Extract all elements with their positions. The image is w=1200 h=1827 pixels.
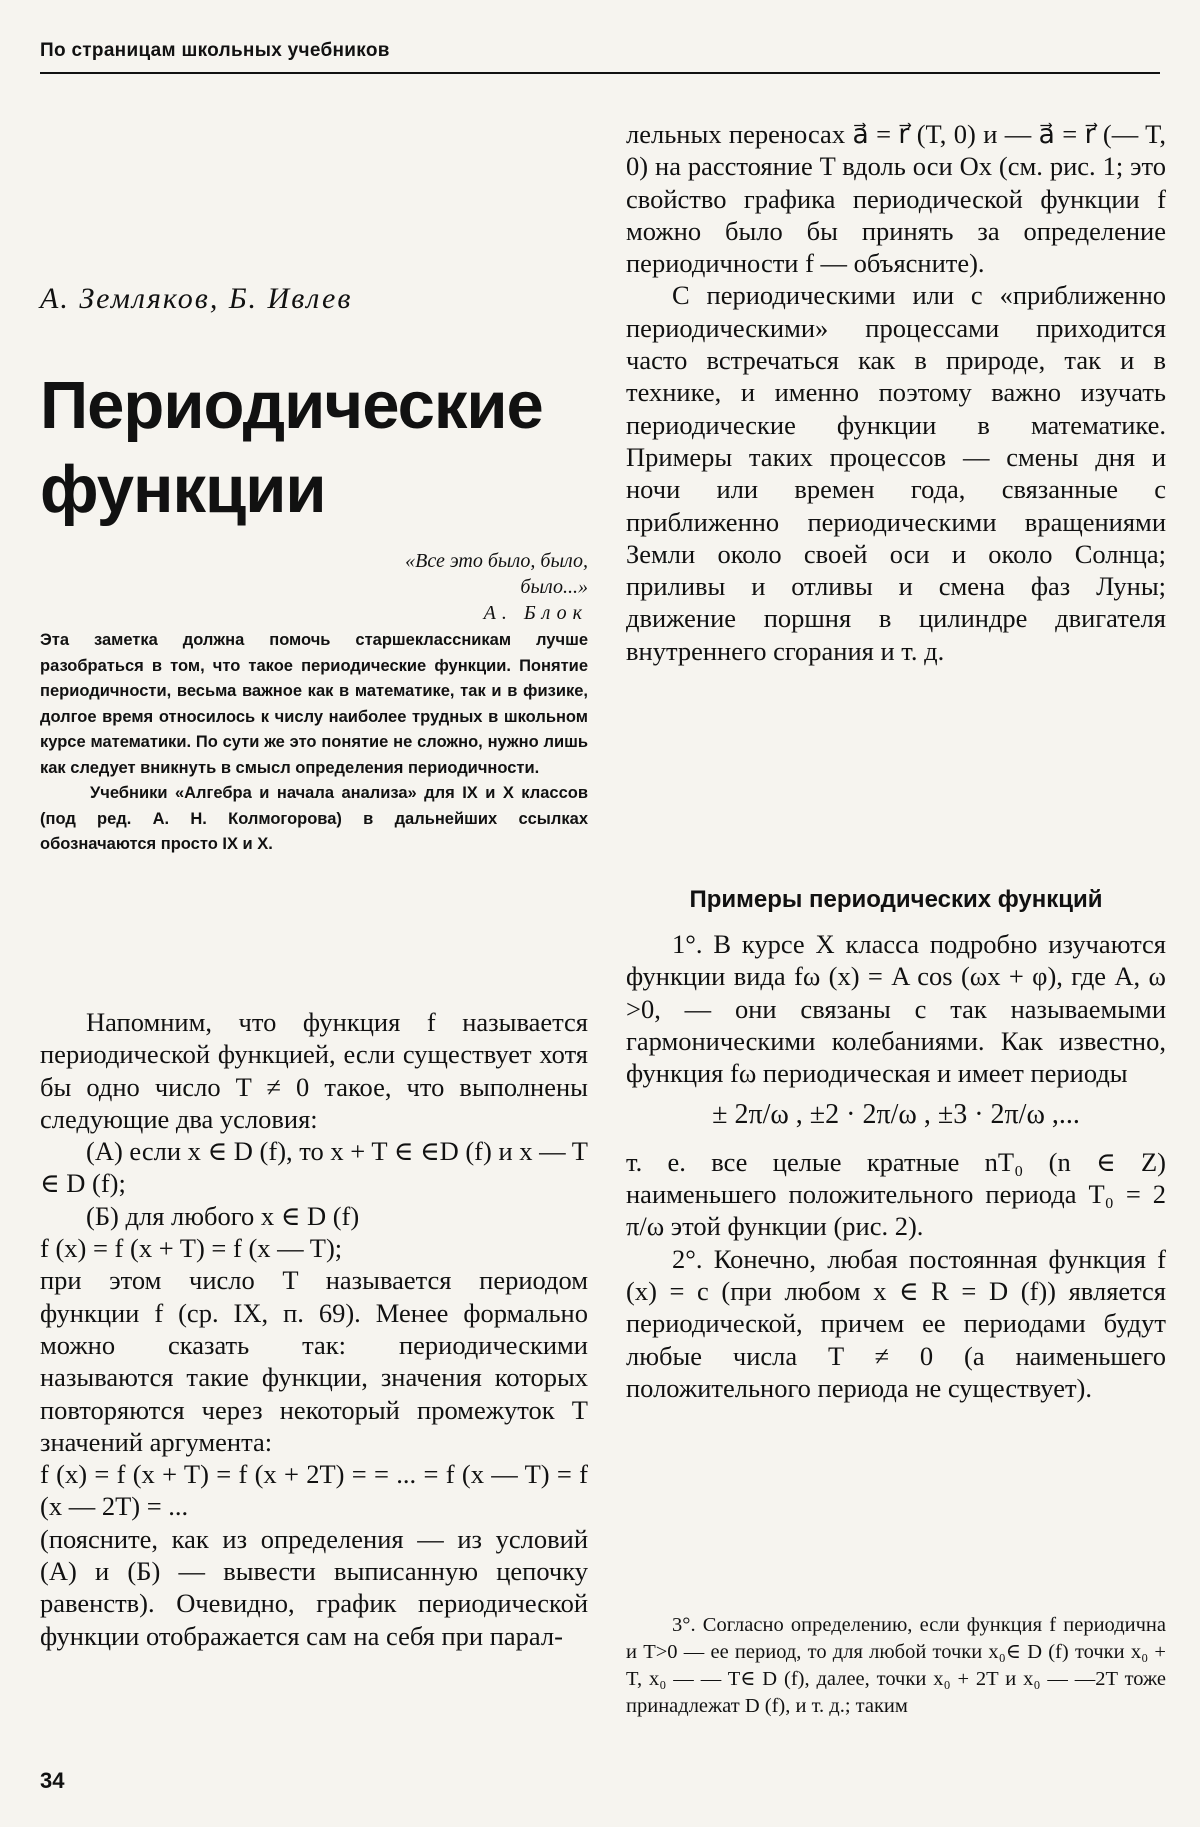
page-number: 34 (40, 1768, 65, 1793)
epigraph-quote: «Все это было, было, было...» (405, 550, 588, 598)
left-column-body (40, 1006, 588, 1652)
epigraph-author: А. Блок (483, 602, 588, 624)
article-title (40, 364, 543, 532)
section-header: По страницам школьных учебников (40, 40, 390, 61)
example-1: 1°. В курсе X класса подробно изучаются функции вида fω (x) = A cos (ωx + φ), где A, ω >0, — они связаны с так называемыми гармоническими колебаниями. Как известно, функция fω периодическая и имеет периоды (626, 929, 1166, 1089)
title-line-2: функции (40, 452, 326, 527)
condition-b: (Б) для любого x ∈ D (f) (86, 1200, 360, 1231)
header-rule (40, 72, 1160, 74)
intro-paragraph-1: Эта заметка должна помочь старшеклассникам лучше разобраться в том, что такое периодические функции. Понятие периодичности, весьма важное как в математике, так и в физике, долгое время относилось к числу наиболее трудных в школьном курсе математики. По сути же это понятие не сложно, нужно лишь как следует вникнуть в смысл определения периодичности. (40, 631, 588, 777)
intro-abstract (40, 628, 588, 858)
periods-formula: ± 2π/ω , ±2 · 2π/ω , ±3 · 2π/ω ,... (712, 1099, 1080, 1131)
example-2: 2°. Конечно, любая постоянная функция f (x) = c (при любом x ∈ R = D (f)) является периодической, причем ее периодами будут любые числа T ≠ 0 (а наименьшего положительного периода не существует). (626, 1243, 1166, 1403)
condition-a: (А) если x ∈ D (f), то x + T ∈ ∈D (f) и x — T ∈ D (f); (40, 1136, 588, 1199)
article-authors: А. Земляков, Б. Ивлев (40, 282, 353, 315)
equation-1: f (x) = f (x + T) = f (x — T); (40, 1233, 343, 1264)
explanation-paragraph: (поясните, как из определения — из условий (А) и (Б) — вывести выписанную цепочку равенств). Очевидно, график периодической функции отображается сам на себя при парал- (40, 1523, 588, 1651)
translation-paragraph: лельных переносах a⃗ = r⃗ (T, 0) и — a⃗ = r⃗ (— T, 0) на расстояние T вдоль оси Ox (см. рис. 1; это свойство графика периодической функции f можно было бы принять за определение периодичности f — объясните). (626, 119, 1166, 279)
section-heading: Примеры периодических функций (689, 886, 1103, 913)
examples-body (626, 928, 1166, 1404)
epigraph (380, 548, 588, 626)
period-paragraph: при этом число T называется периодом функции f (ср. IX, п. 69). Менее формально можно сказать так: периодическими называются такие функции, значения которых повторяются через некоторый промежуток T значений аргумента: (40, 1265, 588, 1457)
example-3: 3°. Согласно определению, если функция f периодична и T>0 — ее период, то для любой точки x₀∈ D (f) точки x₀ + T, x₀ — — T∈ D (f), далее, точки x₀ + 2T и x₀ — —2T тоже принадлежат D (f), и т. д.; таким (626, 1614, 1166, 1717)
right-column-body (626, 118, 1166, 667)
title-line-1: Периодические (40, 368, 543, 443)
definition-paragraph: Напомним, что функция f называется периодической функцией, если существует хотя бы одно число T ≠ 0 такое, что выполнены следующие два условия: (40, 1007, 588, 1134)
processes-paragraph: С периодическими или с «приближенно периодическими» процессами приходится часто встречаться как в природе, так и в технике, и именно поэтому важно изучать периодические функции в математике. Примеры таких процессов — смены дня и ночи или времен года, связанные с приближенно периодическими вращениями Земли около своей оси и около Солнца; приливы и отливы и смена фаз Луны; движение поршня в цилиндре двигателя внутреннего сгорания и т. д. (626, 280, 1166, 666)
intro-paragraph-2: Учебники «Алгебра и начала анализа» для IX и X классов (под ред. А. Н. Колмогорова) в дальнейших ссылках обозначаются просто IX и X. (40, 784, 588, 853)
equation-chain: f (x) = f (x + T) = f (x + 2T) = = ... = f (x — T) = f (x — 2T) = ... (40, 1459, 588, 1522)
example-3-body (626, 1612, 1166, 1720)
example-1-continued: т. е. все целые кратные nT₀ (n ∈ Z) наименьшего положительного периода T₀ = 2 π/ω этой функции (рис. 2). (626, 1146, 1166, 1242)
